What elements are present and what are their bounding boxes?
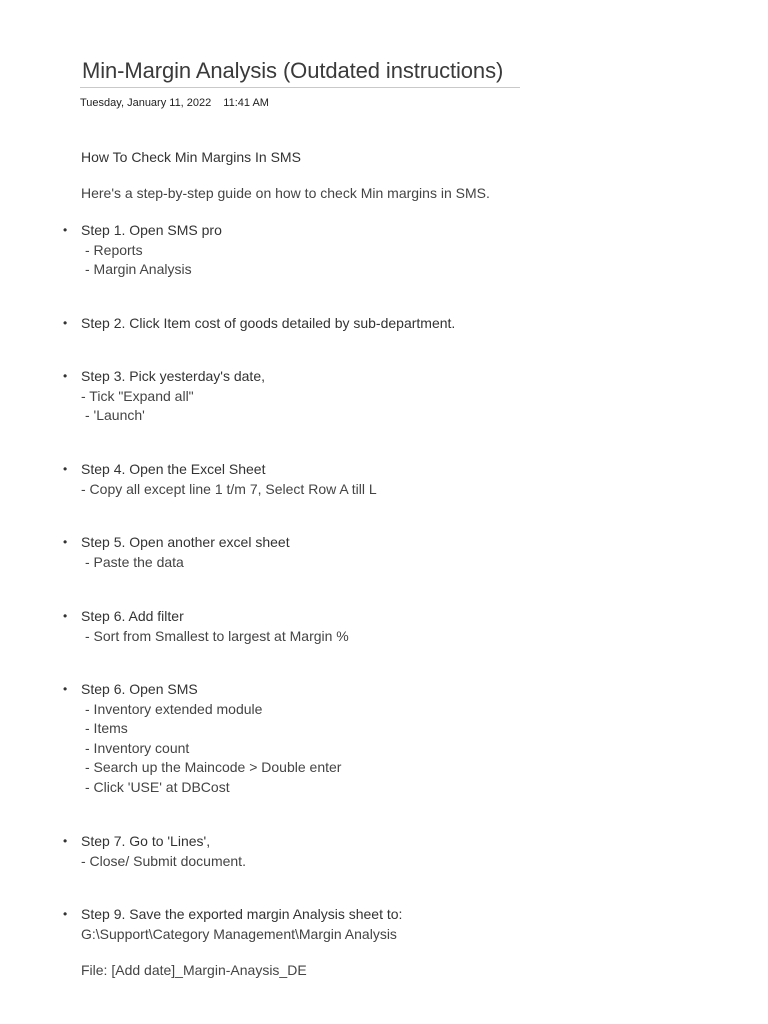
step-subline: - Tick "Expand all" [81, 387, 194, 404]
step-6-filter [63, 607, 349, 646]
step-title: Step 5. Open another excel sheet [81, 534, 290, 550]
bullet-icon: • [63, 316, 68, 330]
guide-intro: Here's a step-by-step guide on how to check Min margins in SMS. [81, 185, 490, 201]
step-4 [63, 460, 377, 499]
step-5 [63, 533, 290, 572]
step-subline: - Items [85, 720, 128, 737]
page-date: Tuesday, January 11, 2022 [80, 97, 212, 109]
step-title: Step 6. Open SMS [81, 681, 198, 697]
step-title: Step 3. Pick yesterday's date, [81, 368, 265, 384]
title-divider [80, 87, 520, 88]
step-subline: - Click 'USE' at DBCost [85, 778, 230, 795]
step-subline: - Copy all except line 1 t/m 7, Select Row A till L [81, 480, 377, 497]
bullet-icon: • [63, 907, 68, 921]
bullet-icon: • [63, 535, 68, 549]
step-title: Step 4. Open the Excel Sheet [81, 461, 266, 477]
step-subline: - 'Launch' [85, 407, 145, 424]
step-subline: - Inventory extended module [85, 700, 263, 717]
file-name-line: File: [Add date]_Margin-Anaysis_DE [81, 962, 307, 978]
bullet-icon: • [63, 682, 68, 696]
page-title: Min-Margin Analysis (Outdated instructions) [82, 58, 504, 83]
step-title: Step 2. Click Item cost of goods detailed by sub-department. [81, 315, 456, 331]
step-6-open-sms [63, 680, 342, 798]
step-9 [63, 905, 403, 944]
bullet-icon: • [63, 223, 68, 237]
step-subline: - Sort from Smallest to largest at Margin % [85, 627, 349, 644]
bullet-icon: • [63, 462, 68, 476]
step-subline: - Search up the Maincode > Double enter [85, 759, 342, 776]
step-subline: - Paste the data [85, 553, 184, 570]
page-time: 11:41 AM [223, 97, 269, 109]
step-subline: - Close/ Submit document. [81, 852, 246, 869]
step-1 [63, 221, 222, 280]
bullet-icon: • [63, 834, 68, 848]
page-timestamp [80, 97, 269, 109]
step-7 [63, 832, 246, 871]
step-subline: - Inventory count [85, 739, 190, 756]
save-path: G:\Support\Category Management\Margin Analysis [81, 925, 397, 942]
step-title: Step 6. Add filter [81, 608, 184, 624]
bullet-icon: • [63, 609, 68, 623]
step-subline: - Margin Analysis [85, 261, 192, 278]
guide-heading: How To Check Min Margins In SMS [81, 149, 301, 165]
step-title: Step 7. Go to 'Lines', [81, 833, 211, 849]
step-2 [63, 314, 456, 334]
step-title: Step 9. Save the exported margin Analysis sheet to: [81, 906, 403, 922]
bullet-icon: • [63, 369, 68, 383]
step-subline: - Reports [85, 241, 143, 258]
step-3 [63, 367, 265, 426]
step-title: Step 1. Open SMS pro [81, 222, 222, 238]
